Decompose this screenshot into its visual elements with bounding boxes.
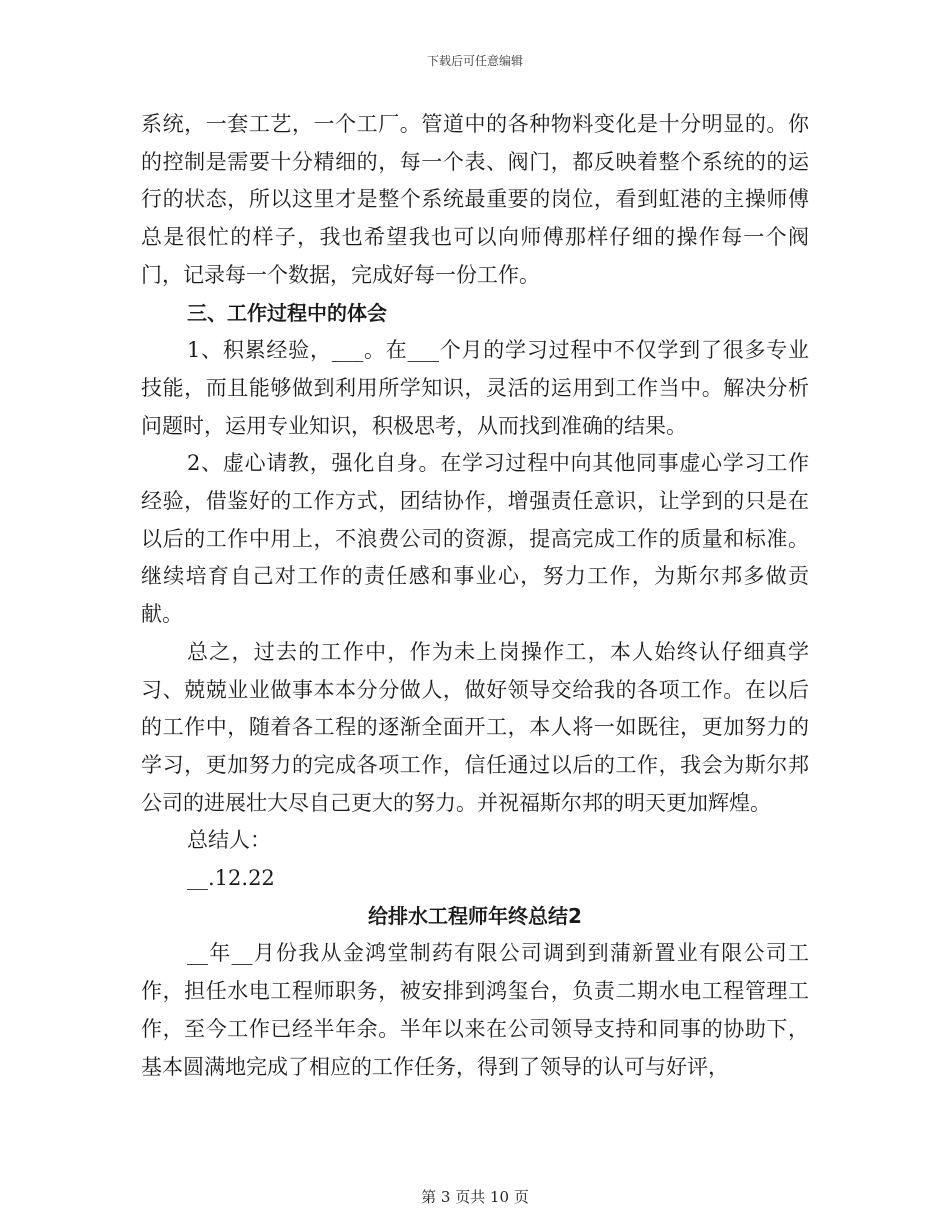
section-title: 给排水工程师年终总结2 <box>368 903 582 928</box>
section-heading-3: 三、工作过程中的体会 <box>187 300 387 325</box>
paragraph-experience: 1、积累经验，___。在___个月的学习过程中不仅学到了很多专业技能，而且能够做到利用所学知识，灵活的运用到工作当中。解决分析问题时，运用专业知识，积极思考，从而找到准确的结果。 <box>141 338 809 438</box>
paragraph-summary: 总之，过去的工作中，作为未上岗操作工，本人始终认仔细真学习、兢兢业业做事本本分分做人，做好领导交给我的各项工作。在以后的工作中，随着各工程的逐渐全面开工，本人将一如既往，更加努力的学习，更加努力的完成各项工作，信任通过以后的工作，我会为斯尔邦公司的进展壮大尽自己更大的努力。并祝福斯尔邦的明天更加辉煌。 <box>141 639 809 815</box>
date-line: __.12.22 <box>187 866 275 891</box>
page-footer: 第 3 页共 10 页 <box>421 1188 529 1206</box>
paragraph-intro-2: __年__月份我从金鸿堂制药有限公司调到到蒲新置业有限公司工作，担任水电工程师职务，被安排到鸿玺台，负责二期水电工程管理工作，至今工作已经半年余。半年以来在公司领导支持和同事的协助下，基本圆满地完成了相应的工作任务，得到了领导的认可与好评， <box>141 941 809 1079</box>
page-header: 下载后可任意编辑 <box>426 54 523 68</box>
paragraph-learning: 2、虚心请教，强化自身。在学习过程中向其他同事虚心学习工作经验，借鉴好的工作方式，团结协作，增强责任意识，让学到的只是在以后的工作中用上，不浪费公司的资源，提高完成工作的质量和标准。继续培育自己对工作的责任感和事业心，努力工作，为斯尔邦多做贡献。 <box>141 451 809 627</box>
signer-label: 总结人： <box>187 828 271 853</box>
paragraph-continued: 系统，一套工艺，一个工厂。管道中的各种物料变化是十分明显的。你的控制是需要十分精细的，每一个表、阀门，都反映着整个系统的的运行的状态，所以这里才是整个系统最重要的岗位，看到虹港的主操师傅总是很忙的样子，我也希望我也可以向师傅那样仔细的操作每一个阀门，记录每一个数据，完成好每一份工作。 <box>141 112 809 287</box>
document-body <box>141 106 809 1086</box>
